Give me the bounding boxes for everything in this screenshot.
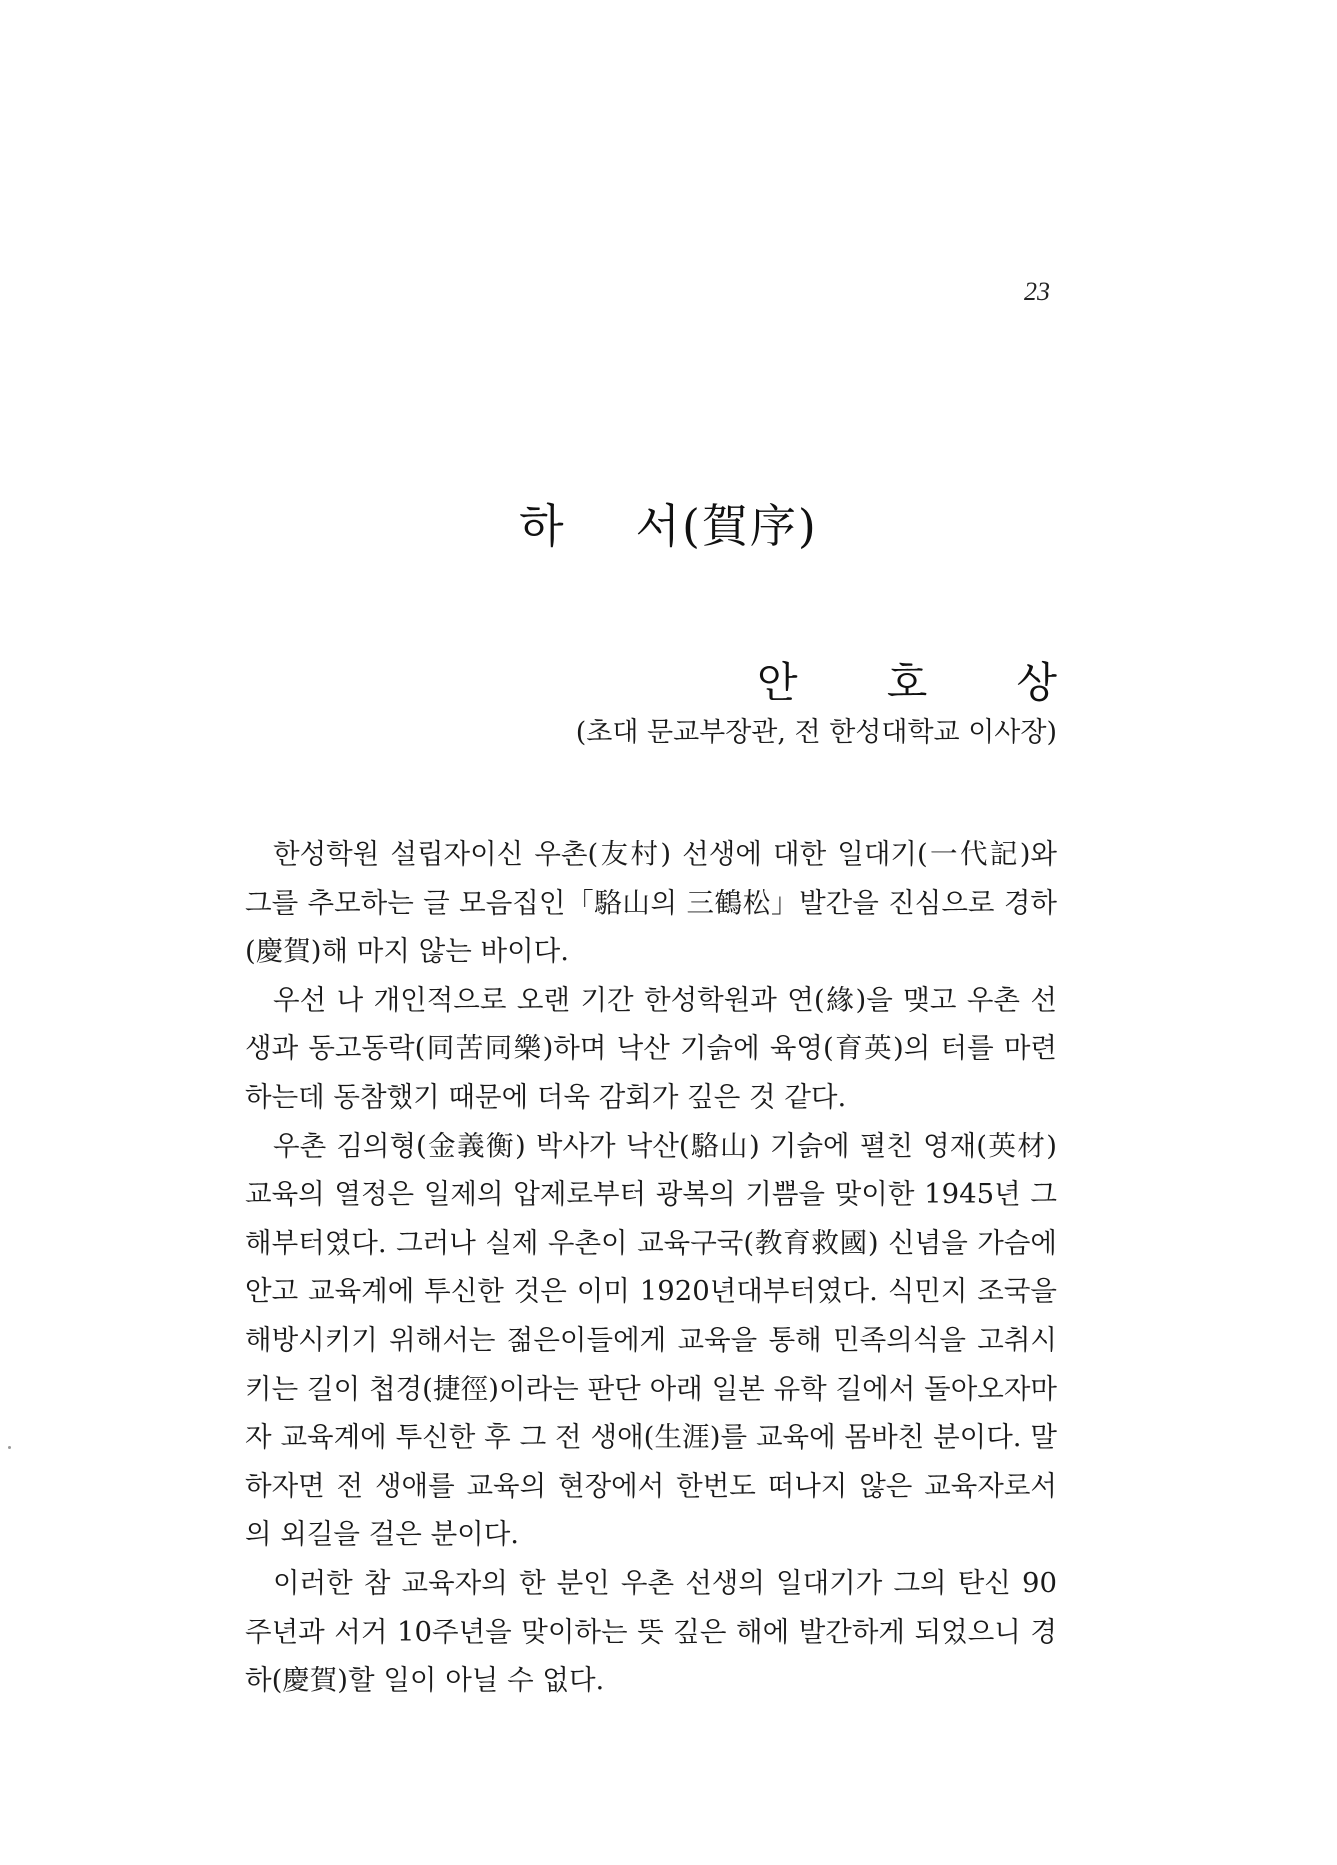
author-name-char: 상 [1016, 658, 1057, 707]
title-left: 하 [519, 499, 566, 553]
author-name [757, 650, 1057, 710]
paragraph: 우선 나 개인적으로 오랜 기간 한성학원과 연(緣)을 맺고 우촌 선생과 동고동락(同苦同樂)하며 낙산 기슭에 육영(育英)의 터를 마련하는데 동참했기 때문에 더욱 감회가 깊은 것 같다. [245, 983, 1057, 1113]
body-text [245, 830, 1057, 1705]
author-name-char: 안 [757, 658, 798, 707]
title-right: 서(賀序) [635, 499, 818, 553]
paragraph: 한성학원 설립자이신 우촌(友村) 선생에 대한 일대기(一代記)와 그를 추모하는 글 모음집인「駱山의 三鶴松」발간을 진심으로 경하(慶賀)해 마지 않는 바이다. [245, 838, 1057, 968]
author-affiliation: (초대 문교부장관, 전 한성대학교 이사장) [575, 717, 1057, 748]
page-number: 23 [1024, 277, 1050, 306]
author-name-char: 호 [886, 658, 928, 707]
margin-mark [8, 1446, 11, 1449]
paragraph: 이러한 참 교육자의 한 분인 우촌 선생의 일대기가 그의 탄신 90주년과 서거 10주년을 맞이하는 뜻 깊은 해에 발간하게 되었으니 경하(慶賀)할 일이 아닐 수 없다. [245, 1566, 1057, 1697]
paragraph: 우촌 김의형(金義衡) 박사가 낙산(駱山) 기슭에 펼친 영재(英材) 교육의 열정은 일제의 압제로부터 광복의 기쁨을 맞이한 1945년 그 해부터였다. 그러나 실제 우촌이 교육구국(教育救國) 신념을 가슴에 안고 교육계에 투신한 것은 이미 1920년대부터였다. 식민지 조국을 해방시키기 위해서는 젊은이들에게 교육을 통해 민족의식을 고취시키는 길이 첩경(捷徑)이라는 판단 아래 일본 유학 길에서 돌아오자마자 교육계에 투신한 후 그 전 생애(生涯)를 교육에 몸바친 분이다. 말하자면 전 생애를 교육의 현장에서 한번도 떠나지 않은 교육자로서의 외길을 걸은 분이다. [245, 1129, 1057, 1551]
page-title [0, 490, 1337, 556]
